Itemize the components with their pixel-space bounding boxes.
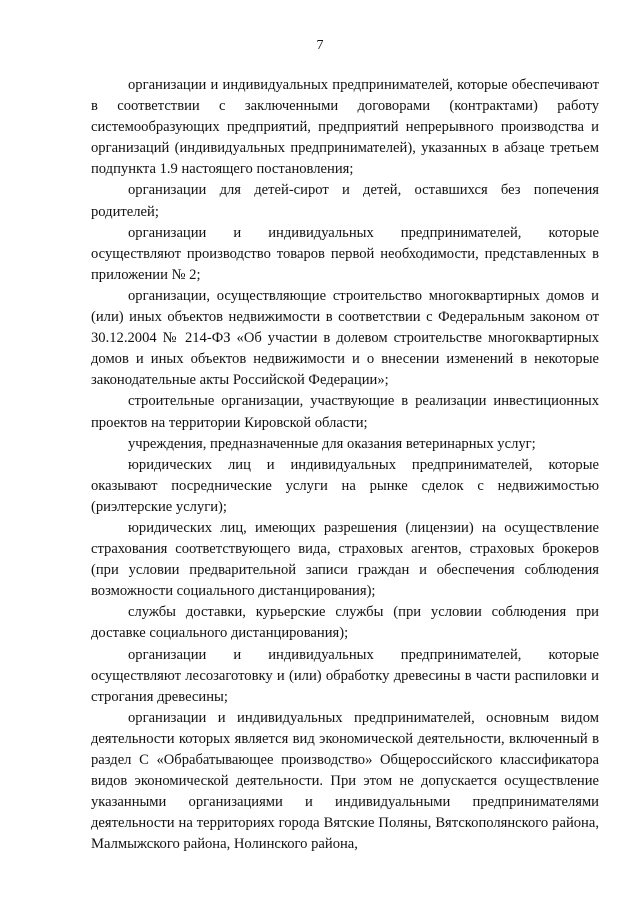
paragraph-6: учреждения, предназначенные для оказания ветеринарных услуг;	[128, 435, 536, 452]
page-number: 7	[316, 38, 324, 53]
paragraph-10: организации и индивидуальных предпринимателей, которые осуществляют лесозаготовку и (или) обработку древесины в части распиловки и строгания древесины;	[91, 646, 599, 705]
paragraph-2: организации для детей-сирот и детей, оставшихся без попечения родителей;	[91, 182, 599, 220]
paragraph-5: строительные организации, участвующие в реализации инвестиционных проектов на территории Кировской области;	[91, 393, 599, 431]
paragraph-4: организации, осуществляющие строительство многоквартирных домов и (или) иных объектов недвижимости в соответствии с Федеральным законом от 30.12.2004 № 214-ФЗ «Об участии в долевом строительстве многоквартирных домов и иных объектов недвижимости и о внесении изменений в некоторые законодательные акты Российской Федерации»;	[91, 287, 599, 389]
paragraph-11: организации и индивидуальных предпринимателей, основным видом деятельности которых является вид экономической деятельности, включенный в раздел С «Обрабатывающее производство» Общероссийского классификатора видов экономической деятельности. При этом не допускается осуществление указанными организациями и индивидуальными предпринимателями деятельности на территориях города Вятские Поляны, Вятскополянского района, Малмыжского района, Нолинского района,	[91, 709, 599, 853]
paragraph-7: юридических лиц и индивидуальных предпринимателей, которые оказывают посреднические услуги на рынке сделок с недвижимостью (риэлтерские услуги);	[91, 456, 599, 515]
paragraph-8: юридических лиц, имеющих разрешения (лицензии) на осуществление страхования соответствующего вида, страховых агентов, страховых брокеров (при условии предварительной записи граждан и обеспечения соблюдения возможности социального дистанцирования);	[91, 519, 599, 600]
paragraph-3: организации и индивидуальных предпринимателей, которые осуществляют производство товаров первой необходимости, представленных в приложении № 2;	[91, 224, 599, 283]
paragraph-9: службы доставки, курьерские службы (при условии соблюдения при доставке социального дистанцирования);	[91, 604, 599, 642]
document-body	[91, 75, 599, 855]
paragraph-1: организации и индивидуальных предпринимателей, которые обеспечивают в соответствии с заключенными договорами (контрактами) работу системообразующих предприятий, предприятий непрерывного производства и организаций (индивидуальных предпринимателей), указанных в абзаце третьем подпункта 1.9 настоящего постановления;	[91, 77, 599, 178]
